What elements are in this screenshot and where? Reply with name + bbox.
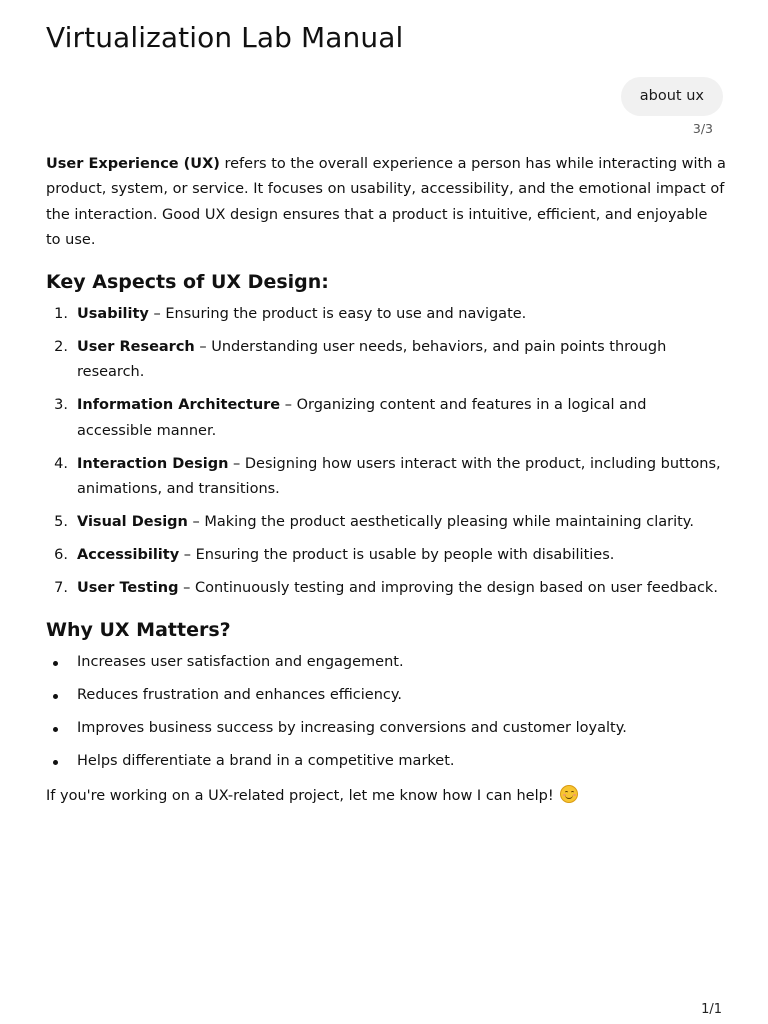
page-title: Virtualization Lab Manual — [46, 21, 404, 54]
list-item — [46, 335, 726, 386]
list-number: 4. — [54, 455, 68, 472]
aspect-term: User Research — [77, 339, 195, 356]
list-number: 2. — [54, 339, 68, 356]
list-item — [46, 576, 726, 601]
user-message-text: about ux — [639, 88, 704, 104]
list-number: 3. — [54, 397, 68, 414]
list-number: 5. — [54, 514, 68, 531]
assistant-response — [46, 152, 726, 809]
smiling-face-emoji-icon — [560, 785, 578, 803]
bullet-icon — [53, 760, 58, 765]
list-item — [46, 749, 726, 774]
aspect-text: – Ensuring the product is usable by people with disabilities. — [179, 547, 615, 563]
aspect-text: – Understanding user needs, behaviors, and pain points through research. — [77, 339, 667, 381]
list-item — [46, 716, 726, 741]
reason-text: Helps differentiate a brand in a competitive market. — [77, 753, 455, 770]
why-ux-list — [46, 650, 726, 774]
intro-paragraph — [46, 152, 726, 253]
list-number: 1. — [54, 306, 68, 323]
aspect-term: User Testing — [77, 579, 179, 596]
closing-paragraph — [46, 784, 726, 809]
aspect-text: – Making the product aesthetically pleasing while maintaining clarity. — [187, 514, 694, 531]
key-aspects-heading: Key Aspects of UX Design: — [46, 271, 329, 294]
intro-text: refers to the overall experience a person has while interacting with a product, system, or service. It focuses on usability, accessibility, and the emotional impact of the interaction. Good UX design ensures that a product is intuitive, efficient, and enjoyable to use. — [46, 156, 726, 248]
list-number: 6. — [54, 547, 68, 563]
aspect-term: Information Architecture — [77, 397, 281, 414]
response-version-indicator: 3/3 — [692, 121, 713, 136]
closing-text: If you're working on a UX-related project, let me know how I can help! — [46, 787, 559, 804]
list-item — [46, 302, 726, 327]
list-item — [46, 650, 726, 675]
user-message-bubble — [621, 77, 723, 116]
reason-text: Improves business success by increasing conversions and customer loyalty. — [77, 720, 627, 737]
bullet-icon — [53, 694, 58, 699]
why-ux-heading: Why UX Matters? — [46, 619, 231, 642]
list-item — [46, 510, 726, 535]
aspect-text: – Designing how users interact with the product, including buttons, animations, and transitions. — [77, 455, 721, 498]
aspect-term: Interaction Design — [77, 455, 229, 472]
list-number: 7. — [54, 579, 68, 596]
aspect-text: – Ensuring the product is easy to use and navigate. — [148, 306, 527, 323]
aspect-term: Accessibility — [77, 547, 180, 563]
list-item — [46, 452, 726, 503]
aspect-text: – Organizing content and features in a logical and accessible manner. — [77, 397, 647, 439]
bullet-icon — [53, 727, 58, 732]
page-number: 1/1 — [701, 1002, 722, 1017]
key-aspects-list — [46, 302, 726, 601]
intro-term: User Experience (UX) — [46, 156, 220, 172]
bullet-icon — [53, 661, 58, 666]
list-item — [46, 683, 726, 708]
aspect-term: Usability — [77, 306, 149, 323]
aspect-text: – Continuously testing and improving the design based on user feedback. — [178, 579, 718, 596]
list-item — [46, 393, 726, 444]
reason-text: Reduces frustration and enhances efficiency. — [77, 687, 402, 704]
reason-text: Increases user satisfaction and engagement. — [77, 654, 404, 671]
list-item — [46, 543, 726, 568]
aspect-term: Visual Design — [77, 514, 188, 531]
